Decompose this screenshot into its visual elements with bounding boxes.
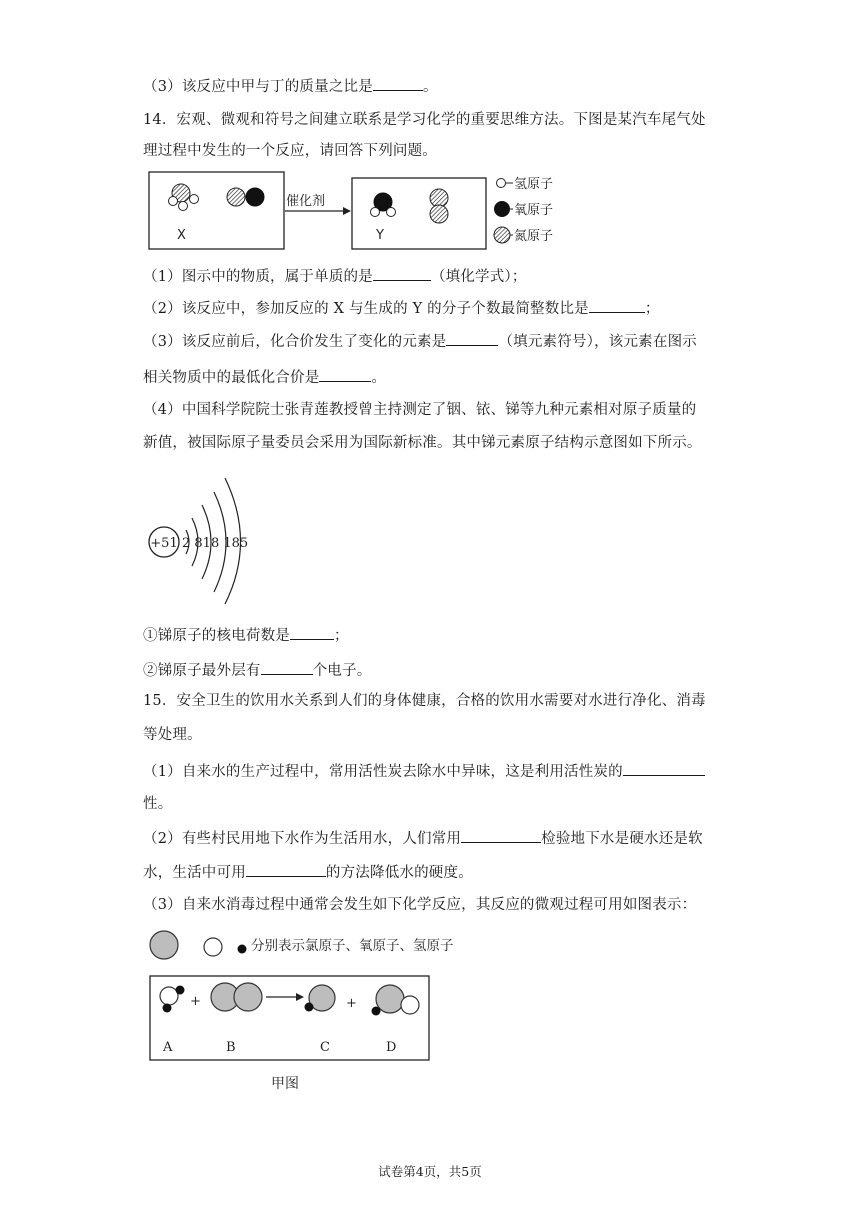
q14-part3-line1: （3）该反应前后，化合价发生了变化的元素是 （填元素符号），该元素在图示 xyxy=(143,330,697,352)
q14-part4-line1: （4）中国科学院院士张青莲教授曾主持测定了铟、铱、锑等九种元素相对原子质量的 xyxy=(143,402,697,418)
label-a: A xyxy=(163,1040,173,1055)
q13-part3: （3）该反应中甲与丁的质量之比是 。 xyxy=(143,75,438,97)
q15-legend xyxy=(145,928,505,962)
q14-part1: （1）图示中的物质，属于单质的是 （填化学式）； xyxy=(143,265,527,287)
figure-caption: 甲图 xyxy=(271,1076,299,1092)
nucleus-charge: +51 xyxy=(150,536,178,551)
q15-intro-line1: 15．安全卫生的饮用水关系到人们的身体健康，合格的饮用水需要对水进行净化、消毒 xyxy=(143,693,706,709)
q15-part2-line2: 水，生活中可用 的方法降低水的硬度。 xyxy=(143,861,473,883)
label-b: B xyxy=(226,1040,236,1055)
q14-part2: （2）该反应中，参加反应的 X 与生成的 Y 的分子个数最简整数比是 ； xyxy=(143,297,660,319)
q14-intro-line1: 14．宏观、微观和符号之间建立联系是学习化学的重要思维方法。下图是某汽车尾气处 xyxy=(143,112,706,128)
chlorine-atom-icon xyxy=(150,931,178,959)
antimony-atom-diagram xyxy=(140,472,270,606)
oxygen-atom-icon xyxy=(204,938,222,956)
catalyst-label: 催化剂 xyxy=(286,194,326,209)
q14-part4-line2: 新值，被国际原子量委员会采用为国际新标准。其中锑元素原子结构示意图如下所示。 xyxy=(143,435,702,451)
q14-part4-q2: ②锑原子最外层有 个电子。 xyxy=(143,659,371,681)
label-d: D xyxy=(386,1040,397,1055)
q15-part3: （3）自来水消毒过程中通常会发生如下化学反应，其反应的微观过程可用如图表示： xyxy=(143,897,697,913)
q15-intro-line2: 等处理。 xyxy=(143,727,202,743)
legend-oxygen: 氧原子 xyxy=(514,203,554,218)
arrow-icon xyxy=(296,993,304,1001)
svg-text:+: + xyxy=(346,996,357,1011)
answer-blank[interactable] xyxy=(623,760,705,776)
arrow-icon xyxy=(343,207,351,215)
legend-description: 分别表示氯原子、氧原子、氢原子 xyxy=(251,938,454,954)
q15-part1-line2: 性。 xyxy=(143,796,173,812)
legend-hydrogen-icon xyxy=(497,179,506,188)
svg-text:+: + xyxy=(190,994,201,1009)
legend-nitrogen-icon xyxy=(494,227,510,243)
answer-blank[interactable] xyxy=(290,624,334,640)
electron-shells: 2 818 185 xyxy=(182,536,249,551)
page-footer: 试卷第4页，共5页 xyxy=(378,1164,482,1179)
answer-blank[interactable] xyxy=(373,75,423,91)
answer-blank[interactable] xyxy=(246,861,326,877)
q14-part3-line2: 相关物质中的最低化合价是 。 xyxy=(143,366,386,388)
legend-hydrogen: 氢原子 xyxy=(514,177,554,192)
answer-blank[interactable] xyxy=(446,330,498,346)
legend-oxygen-icon xyxy=(494,201,510,217)
answer-blank[interactable] xyxy=(589,297,645,313)
answer-blank[interactable] xyxy=(261,659,313,675)
answer-blank[interactable] xyxy=(461,827,541,843)
box-y-label: Y xyxy=(376,228,384,243)
q15-part2-line1: （2）有些村民用地下水作为生活用水，人们常用 检验地下水是硬水还是软 xyxy=(143,827,703,849)
q14-reaction-diagram xyxy=(145,168,585,252)
q14-part4-q1: ①锑原子的核电荷数是 ； xyxy=(143,624,349,646)
box-x xyxy=(149,172,284,249)
q15-part1-line1: （1）自来水的生产过程中，常用活性炭去除水中异味，这是利用活性炭的 xyxy=(143,760,705,782)
label-c: C xyxy=(320,1040,330,1055)
legend-nitrogen: 氮原子 xyxy=(514,229,554,244)
q14-intro-line2: 理过程中发生的一个反应，请回答下列问题。 xyxy=(143,143,437,159)
hydrogen-atom-icon xyxy=(238,945,247,954)
q15-reaction-figure xyxy=(146,970,436,1100)
answer-blank[interactable] xyxy=(319,366,371,382)
box-x-label: X xyxy=(177,228,186,243)
answer-blank[interactable] xyxy=(373,265,431,281)
